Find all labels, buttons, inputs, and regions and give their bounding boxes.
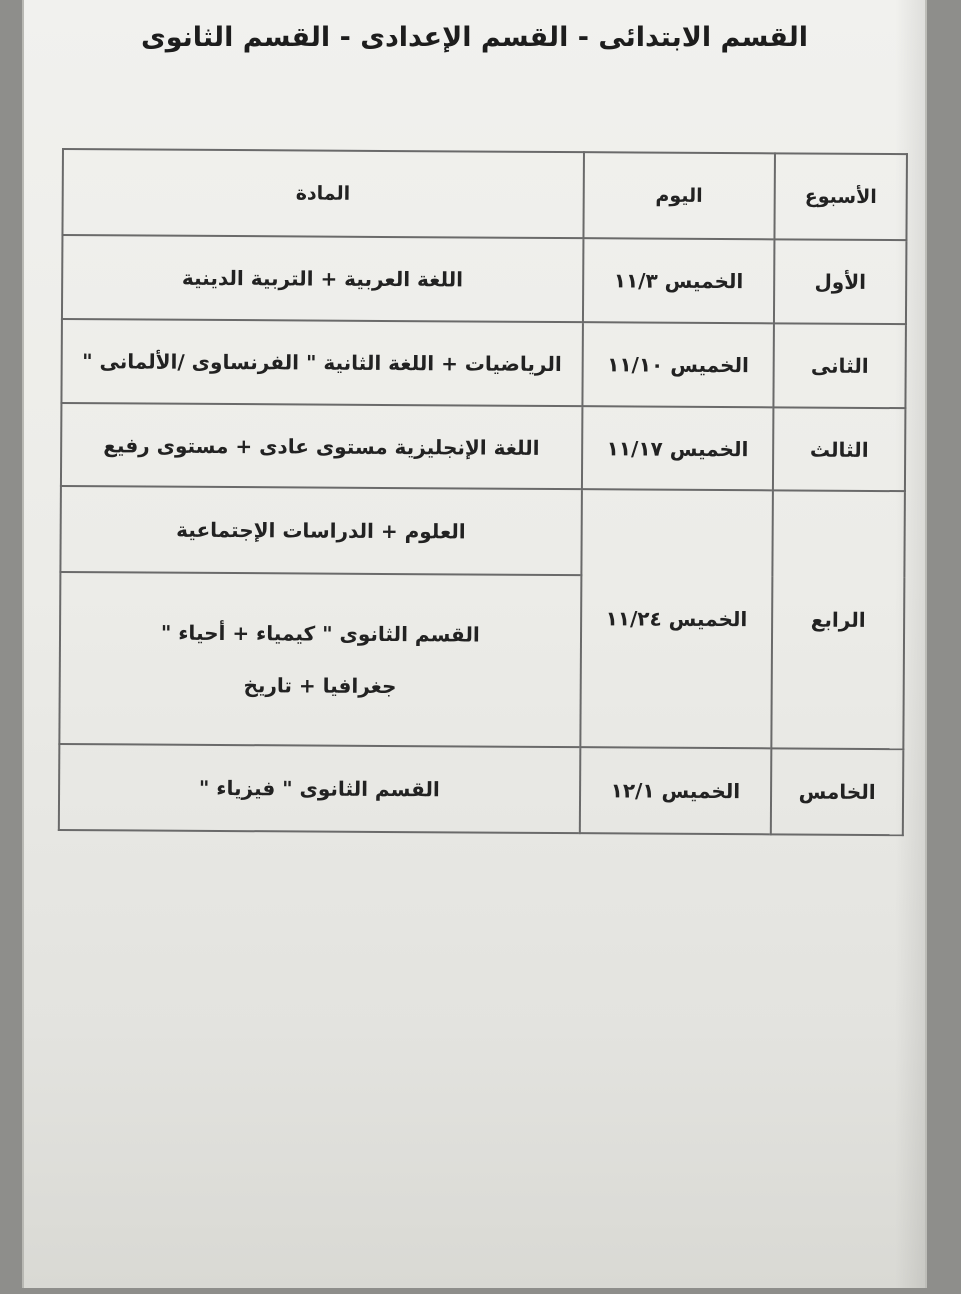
day-cell: الخميس ١١/١٧ — [581, 406, 773, 491]
table-row — [59, 744, 904, 835]
subject-line: جغرافيا + تاريخ — [243, 673, 397, 699]
table-row — [61, 319, 905, 408]
day-cell: الخميس ١١/٢٤ — [580, 490, 773, 749]
subject-cell: القسم الثانوى " فيزياء " — [59, 744, 580, 833]
subject-cell: العلوم + الدراسات الإجتماعية — [60, 486, 581, 575]
table-header-row — [62, 149, 907, 240]
week-cell: الثالث — [773, 407, 905, 492]
header-week: الأسبوع — [775, 153, 907, 240]
table-row — [60, 486, 905, 577]
subject-cell: اللغة الإنجليزية مستوى عادى + مستوى رفيع — [61, 403, 582, 490]
page-title: القسم الابتدائى - القسم الإعدادى - القسم الثانوى — [140, 22, 809, 53]
day-cell: الخميس ١١/١٠ — [582, 322, 774, 407]
table-row — [62, 235, 906, 324]
subject-cell: اللغة العربية + التربية الدينية — [62, 235, 583, 322]
table-row — [61, 403, 905, 492]
header-day: اليوم — [583, 152, 775, 239]
day-cell: الخميس ١٢/١ — [579, 747, 771, 834]
day-cell: الخميس ١١/٣ — [582, 238, 774, 323]
week-cell: الخامس — [771, 748, 903, 835]
header-subject: المادة — [62, 149, 583, 238]
week-cell: الرابع — [772, 491, 905, 749]
week-cell: الأول — [774, 239, 906, 324]
exam-schedule-table — [58, 148, 908, 836]
subject-cell-multiline — [59, 572, 581, 747]
week-cell: الثانى — [774, 323, 906, 408]
subject-cell: الرياضيات + اللغة الثانية " الفرنساوى /الألمانى " — [61, 319, 582, 406]
paper-sheet — [22, 0, 927, 1288]
subject-line: القسم الثانوى " كيمياء + أحياء " — [160, 620, 480, 647]
